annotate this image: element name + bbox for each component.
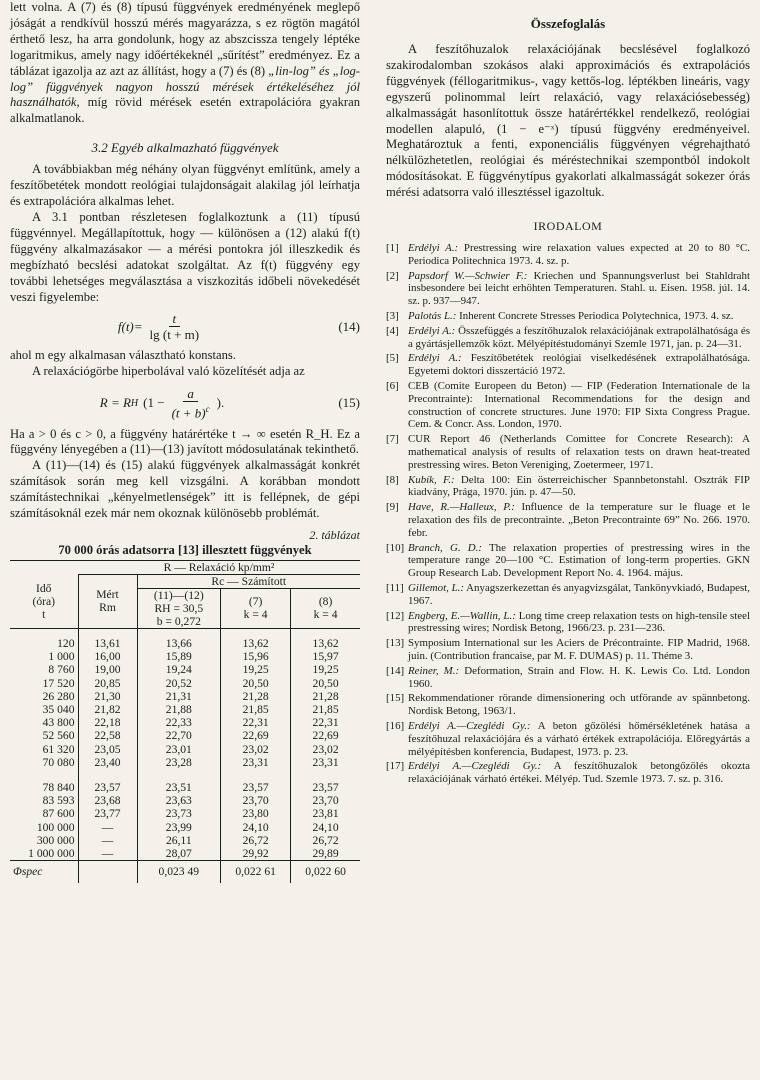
reference-number: [4] bbox=[386, 324, 399, 337]
reference-number: [12] bbox=[386, 609, 405, 622]
col-c: (8) k = 4 bbox=[291, 588, 360, 628]
reference-item bbox=[386, 610, 750, 636]
cell-time: 78 840 bbox=[42, 781, 75, 795]
reference-item bbox=[386, 760, 750, 786]
reference-text: Rekommendationer rörande dimensionering och utförande av spännbetong. Nordisk Betong, 1963/1. bbox=[408, 692, 750, 718]
reference-text: CUR Report 46 (Netherlands Comittee for Concrete Research): A mathematical analysis of results of relaxation tests on drawn heat-treated prestressing wires. Beton Vereniging, Zoetermeer, 1971. bbox=[408, 433, 750, 471]
reference-text: Kriechen und Spannungsverlust bei Stahldraht insbesondere bei leicht erhöhten Temperaturen. Stahl. u. Eisen. 1958. júl. 14. sz. p. 937—947. bbox=[408, 269, 750, 308]
intro-paragraph: lett volna. A (7) és (8) típusú függvények eredményének meglepő jóságát a rendkívül hosszú mérés magyarázza, s ez rögtön magától érthető lesz, ha arra gondolunk, hogy az abszcissza tengely léptéke logaritmikus, amely nagy időértékeknél „sűrítést” eredményez. Ez a táblázat igazolja az azt az állítást, hogy a (7) és (8) „lin-log” és „log-log” függvények nagyon hosszú mérések értékeléséhez jól használhatók, míg rövid mérések esetén extrapolációra gyakran alkalmatlanok. bbox=[10, 0, 360, 126]
cell-value: 26,72 bbox=[291, 834, 360, 847]
cell-value: 13,61 bbox=[78, 628, 137, 650]
cell-value: 19,25 bbox=[221, 663, 291, 676]
col-time: Idő (óra) t bbox=[32, 581, 56, 621]
table-row bbox=[10, 807, 360, 820]
cell-time: 70 080 bbox=[42, 755, 75, 769]
reference-number: [2] bbox=[386, 269, 399, 282]
cell-value: 19,24 bbox=[137, 663, 221, 676]
reference-item bbox=[386, 310, 750, 323]
cell-value: 21,85 bbox=[291, 703, 360, 716]
cell-value: 24,10 bbox=[291, 821, 360, 834]
reference-item bbox=[386, 325, 750, 351]
reference-number: [8] bbox=[386, 473, 399, 486]
summary-heading: Összefoglalás bbox=[530, 16, 606, 31]
reference-author: Kubík, F.: bbox=[408, 473, 455, 486]
col-b: (7) k = 4 bbox=[221, 588, 291, 628]
cell-value: 22,18 bbox=[78, 716, 137, 729]
cell-value: 20,85 bbox=[78, 677, 137, 690]
table-row bbox=[10, 716, 360, 729]
cell-time: 61 320 bbox=[42, 742, 75, 756]
reference-number: [14] bbox=[386, 664, 405, 677]
table-row bbox=[10, 690, 360, 703]
paragraph-4: Ha a > 0 és c > 0, a függvény határértéke t → ∞ esetén R_H. Ez a függvény lényegében a (11)—(13) javított módosulatának tekinthető. bbox=[10, 426, 360, 457]
table-row bbox=[10, 650, 360, 663]
results-table bbox=[10, 560, 360, 883]
paragraph-2: A 3.1 pontban részletesen foglalkoztunk a (11) típusú függvénnyel. Megállapítottuk, hogy — különösen a (12) alakú f(t) függvény alkalmazásakor — a mérési pontokra jól illeszkedik és megbízható becslési adatokat szolgáltat. Az f(t) függvény egy további lehetséges megválasztása a viszkozitás időbeli növekedését veszi figyelembe: bbox=[10, 209, 360, 304]
reference-author: Palotás L.: bbox=[408, 310, 457, 323]
reference-item bbox=[386, 692, 750, 718]
cell-time: 1 000 bbox=[48, 650, 75, 664]
reference-author: Gillemot, L.: bbox=[408, 581, 465, 594]
cell-value: 23,81 bbox=[291, 807, 360, 820]
table-row bbox=[10, 847, 360, 861]
cell-value: 23,02 bbox=[291, 743, 360, 756]
cell-time: 100 000 bbox=[36, 820, 75, 834]
table-row bbox=[10, 834, 360, 847]
cell-time: 35 040 bbox=[42, 703, 75, 716]
cell-value: 20,52 bbox=[137, 677, 221, 690]
phi-label: Φspec bbox=[13, 865, 43, 879]
reference-item bbox=[386, 720, 750, 758]
reference-text: The relaxation properties of prestressing wires in the temperature range 20—100 °C. Estimation of long-term properties. GKN Group Research Lab. Development Report No. 4. 1964. május. bbox=[408, 541, 750, 580]
cell-value: 23,31 bbox=[221, 756, 291, 769]
reference-text: A beton gőzölési hőmérsékletének hatása a feszítőhuzal relaxációjára és a várható értékek extrapolációja. Előregyártás a mélyépítésben konferencia, Budapest, 1973. p. 23. bbox=[408, 719, 750, 758]
table-row bbox=[10, 628, 360, 650]
cell-value: 22,69 bbox=[221, 729, 291, 742]
cell-value: 23,05 bbox=[78, 743, 137, 756]
cell-value: 21,88 bbox=[137, 703, 221, 716]
section-heading: 3.2 Egyéb alkalmazható függvények bbox=[91, 140, 279, 156]
cell-value: 21,82 bbox=[78, 703, 137, 716]
table-row bbox=[10, 703, 360, 716]
reference-number: [7] bbox=[386, 433, 399, 446]
cell-value: 24,10 bbox=[221, 821, 291, 834]
cell-value: 21,28 bbox=[291, 690, 360, 703]
left-column bbox=[10, 0, 360, 883]
reference-number: [3] bbox=[386, 310, 399, 323]
reference-text: Long time creep relaxation tests on high-tensile steel prestressing wires; Nordisk Betong, 1966/23. p. 231—236. bbox=[408, 609, 750, 635]
cell-value: 22,31 bbox=[221, 716, 291, 729]
table-row bbox=[10, 663, 360, 676]
cell-value: 23,02 bbox=[221, 743, 291, 756]
phi-c: 0,022 60 bbox=[291, 861, 360, 883]
cell-value: 22,58 bbox=[78, 729, 137, 742]
cell-value: 23,99 bbox=[137, 821, 221, 834]
cell-value: 15,96 bbox=[221, 650, 291, 663]
cell-value: 19,00 bbox=[78, 663, 137, 676]
reference-item bbox=[386, 637, 750, 663]
cell-value: 28,07 bbox=[137, 847, 221, 861]
cell-value: 26,11 bbox=[137, 834, 221, 847]
cell-time: 120 bbox=[57, 636, 75, 650]
reference-number: [9] bbox=[386, 501, 399, 514]
col-a: (11)—(12) RH = 30,5 b = 0,272 bbox=[137, 588, 221, 628]
cell-value: 23,63 bbox=[137, 794, 221, 807]
phi-b: 0,022 61 bbox=[221, 861, 291, 883]
reference-item bbox=[386, 433, 750, 471]
table-row bbox=[10, 794, 360, 807]
cell-value: 13,62 bbox=[221, 628, 291, 650]
cell-value: 13,62 bbox=[291, 628, 360, 650]
cell-value: 23,80 bbox=[221, 807, 291, 820]
reference-text: Összefüggés a feszítőhuzalok relaxációjának extrapolálhatósága és a gyártásjellemzők közt. Mélyépítéstudományi Szemle 1971, jan. p. 24—31. bbox=[408, 324, 750, 350]
cell-time: 87 600 bbox=[42, 807, 75, 821]
cell-value: 29,92 bbox=[221, 847, 291, 861]
reference-number: [15] bbox=[386, 692, 405, 705]
reference-author: Erdélyi A.: bbox=[408, 352, 462, 365]
cell-value: 22,31 bbox=[291, 716, 360, 729]
reference-number: [5] bbox=[386, 352, 399, 365]
table-row bbox=[10, 677, 360, 690]
cell-value: 23,01 bbox=[137, 743, 221, 756]
cell-value: 13,66 bbox=[137, 628, 221, 650]
cell-value: 23,57 bbox=[221, 769, 291, 794]
cell-value: 23,68 bbox=[78, 794, 137, 807]
cell-time: 1 000 000 bbox=[28, 847, 75, 861]
reference-author: Erdélyi A.—Czeglédi Gy.: bbox=[408, 760, 542, 773]
cell-value: 23,31 bbox=[291, 756, 360, 769]
equation-15: R = R H (1 − $\frac{a}{(t + b)^c}$ ). (15) bbox=[99, 386, 360, 421]
reference-number: [17] bbox=[386, 760, 405, 773]
reference-number: [11] bbox=[386, 581, 404, 594]
cell-value: 23,28 bbox=[137, 756, 221, 769]
reference-item bbox=[386, 242, 750, 268]
cell-value: 23,51 bbox=[137, 769, 221, 794]
cell-value: 23,70 bbox=[291, 794, 360, 807]
group-header: R — Relaxáció kp/mm² bbox=[78, 560, 360, 574]
reference-author: Papsdorf W.—Schwier F.: bbox=[408, 269, 528, 282]
reference-author: Erdélyi A.: bbox=[408, 242, 459, 255]
reference-number: [16] bbox=[386, 719, 405, 732]
reference-item bbox=[386, 665, 750, 691]
cell-value: 22,70 bbox=[137, 729, 221, 742]
cell-value: 21,28 bbox=[221, 690, 291, 703]
cell-value: — bbox=[78, 847, 137, 861]
reference-text: Deformation, Strain and Flow. H. K. Lewis Co. Ltd. London 1960. bbox=[408, 664, 750, 690]
reference-text: Prestressing wire relaxation values expected at 20 to 80 °C. Periodica Politechnica 1973. 4. sz. p. bbox=[408, 242, 750, 267]
table-row bbox=[10, 769, 360, 794]
cell-time: 300 000 bbox=[36, 833, 75, 847]
cell-time: 43 800 bbox=[42, 716, 75, 730]
reference-text: Inherent Concrete Stresses Periodica Polytechnica, 1973. 4. sz. bbox=[456, 310, 734, 323]
cell-value: 15,89 bbox=[137, 650, 221, 663]
cell-value: 16,00 bbox=[78, 650, 137, 663]
cell-time: 26 280 bbox=[42, 689, 75, 703]
cell-time: 52 560 bbox=[42, 729, 75, 743]
cell-value: 29,89 bbox=[291, 847, 360, 861]
reference-author: Have, R.—Halleux, P.: bbox=[408, 501, 515, 514]
reference-item bbox=[386, 582, 750, 608]
cell-value: 22,33 bbox=[137, 716, 221, 729]
reference-number: [13] bbox=[386, 637, 405, 650]
reference-text: CEB (Comite Europeen du Beton) — FIP (Federation Internationale de la Precontrainte): International Recommendations for the design and construction of concrete structures. June 1970: FIP Sixta Congress Prague. Cem. & Concr. Ass. London, 1970. bbox=[408, 380, 750, 431]
reference-author: Reiner, M.: bbox=[408, 664, 460, 677]
reference-author: Erdélyi A.: bbox=[408, 324, 456, 337]
cell-value: 19,25 bbox=[291, 663, 360, 676]
reference-author: Engberg, E.—Wallin, L.: bbox=[408, 609, 516, 622]
reference-text: Feszítőbetétek reológiai viselkedésének extrapolálhatósága. Egyetemi doktori disszertáció 1972. bbox=[408, 352, 750, 378]
cell-time: 17 520 bbox=[42, 676, 75, 690]
reference-number: [6] bbox=[386, 380, 399, 393]
cell-time: 8 760 bbox=[48, 663, 75, 677]
cell-value: 23,57 bbox=[291, 769, 360, 794]
cell-value: 23,77 bbox=[78, 807, 137, 820]
equation-15-tag: (15) bbox=[338, 395, 360, 411]
reference-number: [10] bbox=[386, 541, 405, 554]
table-row bbox=[10, 821, 360, 834]
references-list bbox=[386, 242, 750, 786]
reference-item bbox=[386, 474, 750, 500]
cell-value: — bbox=[78, 834, 137, 847]
paragraph-5: A (11)—(14) és (15) alakú függvények alkalmasságát konkrét számítások során meg kell vizsgálni. A korábban mondott számítástechnikai „kényelmetlenségek” itt is fellépnek, de gépi számításoknál ezek már nem okoznak különösebb problémát. bbox=[10, 458, 360, 521]
phi-a: 0,023 49 bbox=[137, 861, 221, 883]
cell-value: 23,40 bbox=[78, 756, 137, 769]
reference-item bbox=[386, 501, 750, 539]
cell-value: — bbox=[78, 821, 137, 834]
reference-text: Influence de la temperature sur le fluage et le relaxation des fils de precontrainte. „Beton Precontrainte 69” No. 266. 1970. febr. bbox=[408, 501, 750, 539]
reference-author: Erdélyi A.—Czeglédi Gy.: bbox=[408, 719, 531, 732]
reference-item bbox=[386, 542, 750, 580]
cell-value: 23,70 bbox=[221, 794, 291, 807]
cell-value: 23,73 bbox=[137, 807, 221, 820]
reference-text: Symposium International sur les Aciers de Précontrainte. FIP Madrid, 1968. juin. (Contribution francaise, par M. F. DUMAS) p. 11. Théme 3. bbox=[408, 637, 750, 662]
table-row bbox=[10, 743, 360, 756]
reference-text: Delta 100: Ein österreichischer Spannbetonstahl. Osztrák FIP kiadvány, Prága, 1970. jún. p. 47—50. bbox=[408, 473, 750, 499]
table-row bbox=[10, 729, 360, 742]
reference-item bbox=[386, 352, 750, 378]
table-row bbox=[10, 756, 360, 769]
cell-value: 21,31 bbox=[137, 690, 221, 703]
sub-header: Rc — Számított bbox=[137, 574, 360, 588]
reference-item bbox=[386, 270, 750, 308]
cell-value: 23,57 bbox=[78, 769, 137, 794]
reference-number: [1] bbox=[386, 242, 399, 255]
cell-value: 26,72 bbox=[221, 834, 291, 847]
cell-value: 21,30 bbox=[78, 690, 137, 703]
cell-time: 83 593 bbox=[42, 794, 75, 808]
reference-text: A feszítőhuzalok betongőzölés okozta relaxációjának várható értékei. Mélyép. Tud. Szemle 1973. 7. sz. p. 316. bbox=[408, 760, 750, 786]
cell-value: 22,69 bbox=[291, 729, 360, 742]
right-column bbox=[386, 0, 750, 788]
cell-value: 21,85 bbox=[221, 703, 291, 716]
reference-item bbox=[386, 380, 750, 431]
equation-14: f(t)= $\frac{t}{\lg (t + m)}$ (14) bbox=[117, 311, 360, 343]
cell-value: 20,50 bbox=[221, 677, 291, 690]
paragraph-3: A relaxációgörbe hiperbolával való közelítését adja az bbox=[32, 364, 305, 379]
equation-14-tag: (14) bbox=[338, 318, 360, 334]
summary-paragraph: A feszítőhuzalok relaxációjának becslésével foglalkozó szakirodalomban szokásos alaki approximációs és extrapolációs függvények (féllogaritmikus-, vagy kettős-log. léptékben lineáris, vagy egyszerű polinommal leírt relaxáció, vagy relaxációsebesség) alkalmasságát hasonlítottuk össze határértékkel rendelkező, reológiai modellen alapuló, (1 − e⁻ˣ) típusú függvény eredményeivel. Meghatároztuk a fenti, exponenciális függvényen végrehajtható nélkülözhetetlen, reológiai és méréstechnikai szempontból indokolt módosításokat. E függvénytípus gyakorlati alkalmasságát sokezer órás mérési adatsorra való illesztéssel igazoltuk. bbox=[386, 42, 750, 200]
paragraph-1: A továbbiakban még néhány olyan függvényt említünk, amely a feszítőbetétek mondott reológiai tulajdonságait alakilag jól leírhatja és extrapolációra alkalmas lehet. bbox=[10, 162, 360, 209]
table-caption: 2. táblázat bbox=[309, 527, 360, 542]
table-title: 70 000 órás adatsorra [13] illesztett függvények bbox=[58, 542, 312, 557]
cell-value: 15,97 bbox=[291, 650, 360, 663]
cell-value: 20,50 bbox=[291, 677, 360, 690]
reference-text: Anyagszerkezettan és anyagvizsgálat, Tankönyvkiadó, Budapest, 1967. bbox=[408, 581, 750, 607]
references-heading: IRODALOM bbox=[533, 219, 603, 234]
reference-author: Branch, G. D.: bbox=[408, 541, 483, 554]
after-eq14: ahol m egy alkalmasan választható konstans. bbox=[10, 348, 236, 363]
col-measured: Mért Rm bbox=[78, 574, 137, 628]
